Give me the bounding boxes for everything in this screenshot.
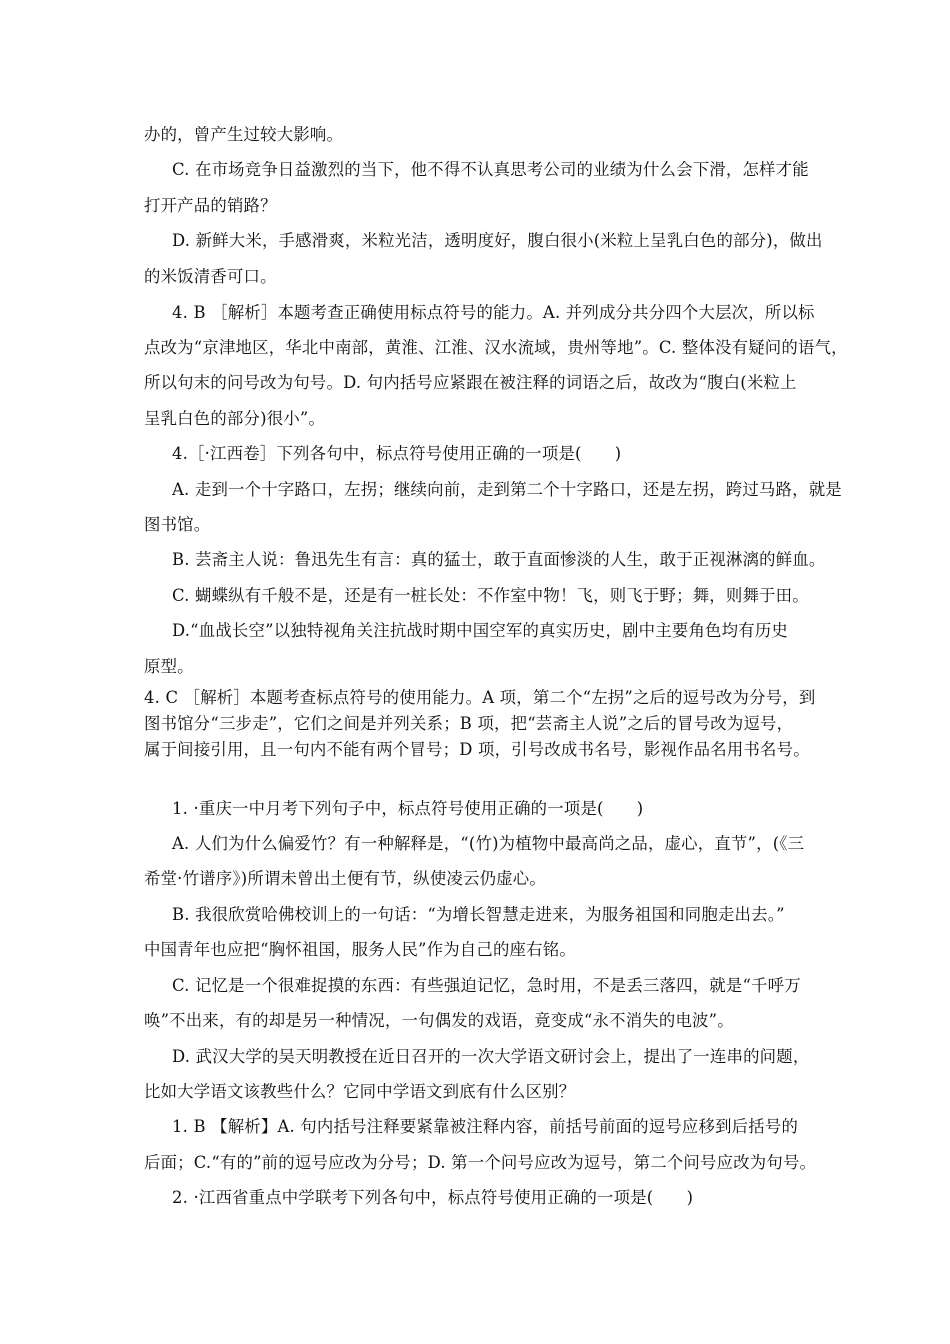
text-line: 图书馆分“三步走”，它们之间是并列关系；B 项，把“芸斋主人说”之后的冒号改为逗号， <box>144 714 794 733</box>
text-line: 打开产品的销路？ <box>144 196 277 215</box>
text-line: 中国青年也应把“胸怀祖国，服务人民”作为自己的座右铭。 <box>144 940 576 959</box>
text-line: 属于间接引用，且一句内不能有两个冒号；D 项，引号改成书名号，影视作品名用书名号。 <box>144 740 810 759</box>
text-line: 的米饭清香可口。 <box>144 267 277 286</box>
text-line: A. 人们为什么偏爱竹？有一种解释是，“(竹)为植物中最高尚之品，虚心，直节”，(《三 <box>172 834 805 853</box>
text-line: 4. C ［解析］本题考查标点符号的使用能力。A 项，第二个“左拐”之后的逗号改为分号，到 <box>144 688 816 707</box>
text-line: 所以句末的问号改为句号。D. 句内括号应紧跟在被注释的词语之后，故改为“腹白(米粒上 <box>144 373 797 392</box>
text-line: 4. B ［解析］本题考查正确使用标点符号的能力。A. 并列成分共分四个大层次，所以标 <box>172 303 815 322</box>
text-line: 呈乳白色的部分)很小”。 <box>144 409 326 428</box>
text-line: 2. ·江西省重点中学联考下列各句中，标点符号使用正确的一项是( ) <box>172 1188 694 1207</box>
text-line: C. 记忆是一个很难捉摸的东西：有些强迫记忆，急时用，不是丢三落四，就是“千呼万 <box>172 976 801 995</box>
text-line: 图书馆。 <box>144 515 211 534</box>
text-line: 比如大学语文该教些什么？它同中学语文到底有什么区别？ <box>144 1082 576 1101</box>
text-line: C. 蝴蝶纵有千般不是，还是有一桩长处：不作室中物！飞，则飞于野；舞，则舞于田。 <box>172 586 809 605</box>
text-line: 1. B 【解析】A. 句内括号注释要紧靠被注释内容，前括号前面的逗号应移到后括号的 <box>172 1117 799 1136</box>
text-line: 原型。 <box>144 657 194 676</box>
text-line: D.“血战长空”以独特视角关注抗战时期中国空军的真实历史，剧中主要角色均有历史 <box>172 621 788 640</box>
text-line: 1. ·重庆一中月考下列句子中，标点符号使用正确的一项是( ) <box>172 799 644 818</box>
text-line: 办的，曾产生过较大影响。 <box>144 125 344 144</box>
text-line: 点改为“京津地区，华北中南部，黄淮、江淮、汉水流域，贵州等地”。C. 整体没有疑问的语气， <box>144 338 848 357</box>
text-line: 希堂·竹谱序》)所谓未曾出土便有节，纵使凌云仍虚心。 <box>144 869 546 888</box>
text-line: 后面；C.“有的”前的逗号应改为分号；D. 第一个问号应改为逗号，第二个问号应改为句号。 <box>144 1153 817 1172</box>
text-line: 唤”不出来，有的却是另一种情况，一句偶发的戏语，竟变成“永不消失的电波”。 <box>144 1011 734 1030</box>
text-line: C. 在市场竞争日益激烈的当下，他不得不认真思考公司的业绩为什么会下滑，怎样才能 <box>172 160 809 179</box>
text-line: B. 芸斋主人说：鲁迅先生有言：真的猛士，敢于直面惨淡的人生，敢于正视淋漓的鲜血。 <box>172 550 826 569</box>
text-line: 4.［·江西卷］下列各句中，标点符号使用正确的一项是( ) <box>172 444 622 463</box>
text-line: B. 我很欣赏哈佛校训上的一句话：“为增长智慧走进来，为服务祖国和同胞走出去。” <box>172 905 785 924</box>
text-line: A. 走到一个十字路口，左拐；继续向前，走到第二个十字路口，还是左拐，跨过马路，就是 <box>172 480 842 499</box>
text-line: D. 新鲜大米，手感滑爽，米粒光洁，透明度好，腹白很小(米粒上呈乳白色的部分)，做出 <box>172 231 823 250</box>
text-line: D. 武汉大学的吴天明教授在近日召开的一次大学语文研讨会上，提出了一连串的问题， <box>172 1047 810 1066</box>
